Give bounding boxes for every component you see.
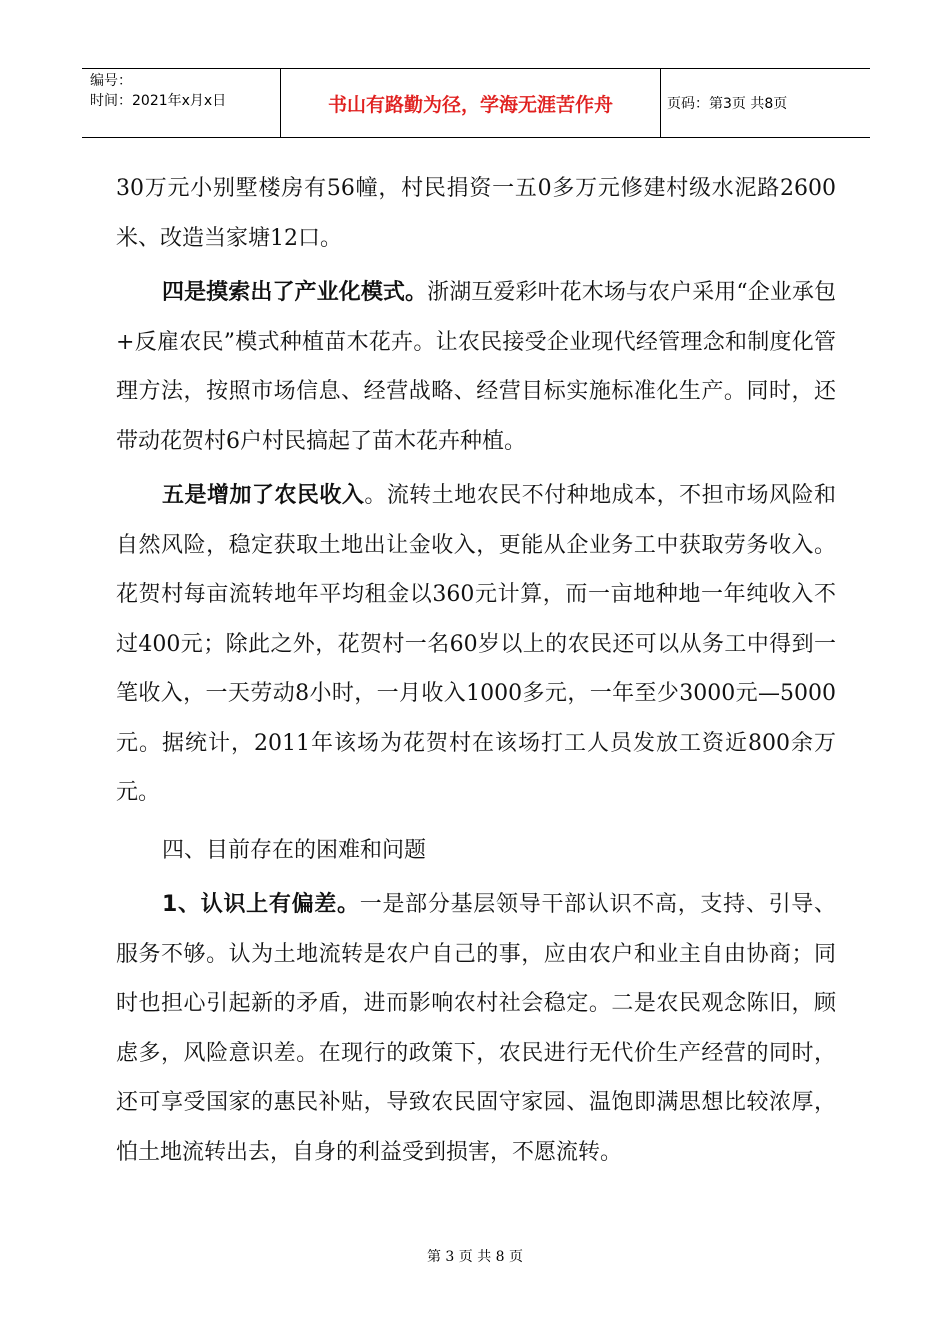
paragraph-text: 。流转土地农民不付种地成本，不担市场风险和自然风险，稳定获取土地出让金收入，更能从企业务工中获取劳务收入。花贺村每亩流转地年平均租金以360元计算，而一亩地种地一年纯收入不过400元；除此之外，花贺村一名60岁以上的农民还可以从务工中得到一笔收入，一天劳动8小时，一月收入1000多元，一年至少3000元—5000元。据统计，2011年该场为花贺村在该场打工人员发放工资近800余万元。 [116,483,836,805]
document-number-label: 编号： [90,73,132,89]
header-motto: 书山有路勤为径，学海无涯苦作舟 [327,94,613,116]
page-header [82,68,870,138]
header-meta-cell [82,69,281,137]
header-page-cell [661,69,870,137]
paragraph-lead: 五是增加了农民收入 [162,483,365,508]
header-motto-cell [281,69,661,137]
page-footer: 第 3 页 共 8 页 [426,1249,524,1265]
document-body [116,164,836,1177]
paragraph-lead: 四是摸索出了产业化模式。 [162,280,428,305]
header-page-number: 页码：第3页 共8页 [667,96,788,112]
paragraph-industrialization [116,268,836,466]
section-heading: 四、目前存在的困难和问题 [162,837,427,863]
paragraph-text: 一是部分基层领导干部认识不高，支持、引导、服务不够。认为土地流转是农户自己的事，应由农户和业主自由协商；同时也担心引起新的矛盾，进而影响农村社会稳定。二是农民观念陈旧，顾虑多，风险意识差。在现行的政策下，农民进行无代价生产经营的同时，还可享受国家的惠民补贴，导致农民固守家园、温饱即满思想比较浓厚，怕土地流转出去，自身的利益受到损害，不愿流转。 [116,892,836,1165]
paragraph-awareness [116,880,836,1177]
document-time-label: 时间：2021年x月x日 [90,93,227,109]
paragraph-lead: 1、认识上有偏差。 [162,892,360,917]
paragraph-text: 浙湖互爱彩叶花木场与农户采用“企业承包+反雇农民”模式种植苗木花卉。让农民接受企业现代经管理念和制度化管理方法，按照市场信息、经营战略、经营目标实施标准化生产。同时，还带动花贺村6户村民搞起了苗木花卉种植。 [116,280,836,454]
paragraph-income [116,471,836,818]
paragraph-continued: 30万元小别墅楼房有56幢，村民捐资一五0多万元修建村级水泥路2600米、改造当家塘12口。 [116,176,836,251]
